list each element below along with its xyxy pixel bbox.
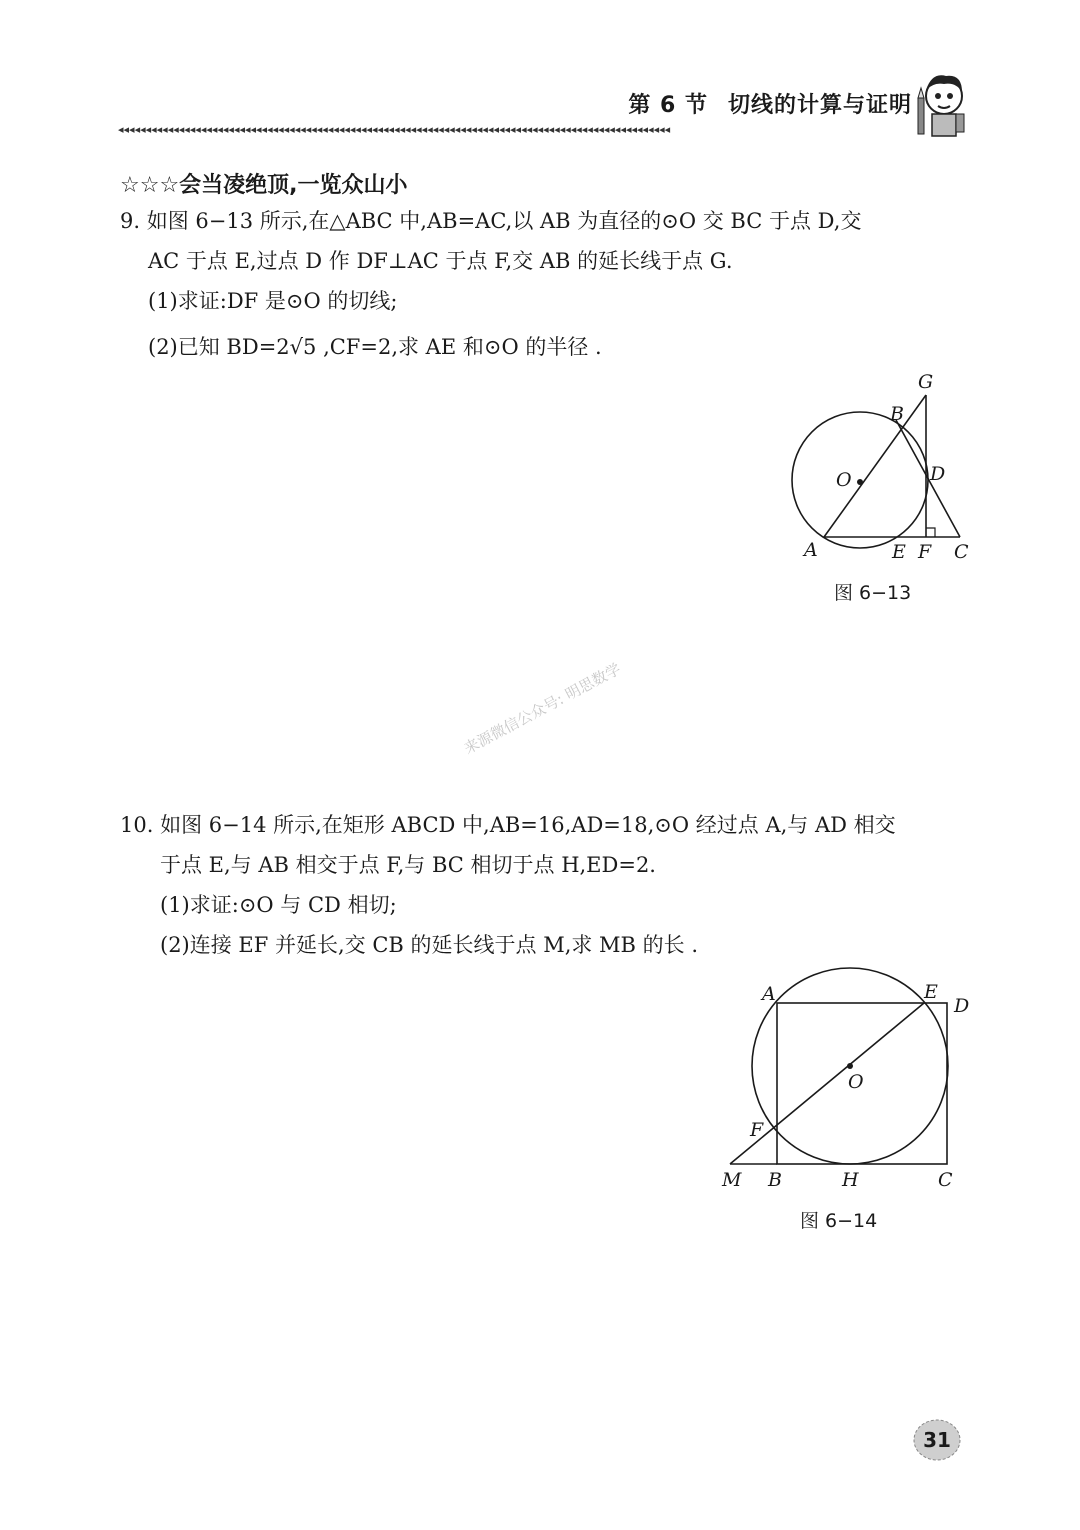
watermark: 来源微信公众号: 明思数学 (460, 659, 624, 758)
figure-6-13-caption: 图 6−13 (834, 582, 912, 604)
label-b: B (768, 1169, 782, 1191)
figure-6-14 (710, 960, 990, 1200)
right-angle-mark (926, 528, 935, 537)
center-point (857, 479, 863, 485)
segment-bc (896, 420, 960, 537)
label-o: O (848, 1071, 864, 1093)
label-f: F (918, 541, 932, 563)
label-b: B (890, 403, 904, 425)
label-e: E (924, 981, 938, 1003)
label-c: C (954, 541, 969, 563)
chapter-header (628, 88, 912, 119)
segment-ab-extended (824, 395, 926, 537)
problem9-line2: AC 于点 E,过点 D 作 DF⊥AC 于点 F,交 AB 的延长线于点 G. (148, 249, 733, 273)
header-arrow-rule: ◂◂◂◂◂◂◂◂◂◂◂◂◂◂◂◂◂◂◂◂◂◂◂◂◂◂◂◂◂◂◂◂◂◂◂◂◂◂◂◂◂◂◂◂◂◂◂◂◂◂◂◂◂◂◂◂◂◂◂◂◂◂◂◂◂◂◂◂◂◂◂◂◂◂◂◂◂◂◂◂◂◂◂◂◂◂◂◂◂◂◂◂◂◂◂◂◂◂◂◂ (118, 124, 671, 136)
problem10-part2: (2)连接 EF 并延长,交 CB 的延长线于点 M,求 MB 的长 . (160, 933, 699, 957)
label-e: E (892, 541, 906, 563)
label-h: H (842, 1169, 859, 1191)
figure-6-14-caption: 图 6−14 (800, 1210, 878, 1232)
problem9-part2: (2)已知 BD=2√5 ,CF=2,求 AE 和⊙O 的半径 . (148, 335, 602, 359)
problem9-part1: (1)求证:DF 是⊙O 的切线; (148, 289, 398, 313)
label-d: D (954, 995, 970, 1017)
center-point (847, 1063, 853, 1069)
figure-6-13 (770, 370, 990, 570)
mascot-icon (912, 68, 970, 140)
label-m: M (722, 1169, 742, 1191)
label-f: F (750, 1119, 764, 1141)
label-g: G (918, 371, 934, 393)
problem10-line2: 于点 E,与 AB 相交于点 F,与 BC 相切于点 H,ED=2. (160, 853, 656, 877)
section-heading: ☆☆☆会当凌绝顶,一览众山小 (120, 173, 408, 198)
page-number-badge (912, 1418, 962, 1462)
label-c: C (938, 1169, 953, 1191)
label-a: A (804, 539, 818, 561)
problem10-part1: (1)求证:⊙O 与 CD 相切; (160, 893, 397, 917)
label-d: D (930, 463, 946, 485)
page-number: 31 (923, 1428, 951, 1452)
label-a: A (762, 983, 776, 1005)
label-o: O (836, 469, 852, 491)
problem9-line1: 9. 如图 6−13 所示,在△ABC 中,AB=AC,以 AB 为直径的⊙O 交 BC 于点 D,交 (120, 209, 862, 233)
section-label: 第 6 节 (628, 93, 708, 118)
section-title: 切线的计算与证明 (727, 93, 912, 118)
problem10-line1: 10. 如图 6−14 所示,在矩形 ABCD 中,AB=16,AD=18,⊙O 经过点 A,与 AD 相交 (120, 813, 896, 837)
